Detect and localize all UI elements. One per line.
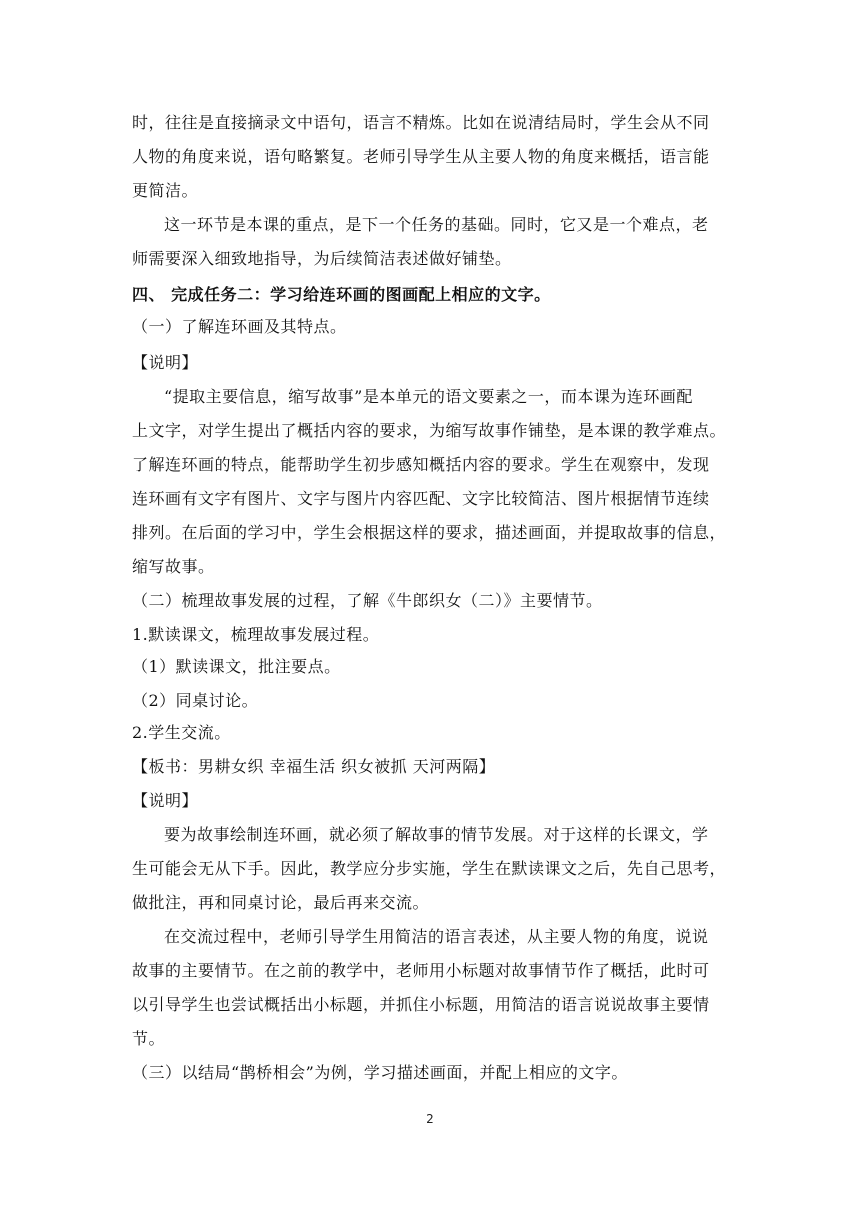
subsection-heading: （一）了解连环画及其特点。 [132, 317, 347, 336]
body-line: 节。 [132, 1029, 166, 1048]
body-line: 连环画有文字有图片、文字与图片内容匹配、文字比较简洁、图片根据情节连续 [132, 489, 710, 508]
body-line: 生可能会无从下手。因此，教学应分步实施，学生在默读课文之后，先自己思考， [132, 859, 727, 878]
body-line: 这一环节是本课的重点，是下一个任务的基础。同时，它又是一个难点，老 [164, 215, 709, 234]
note-label: 【说明】 [132, 353, 199, 372]
body-line: 了解连环画的特点，能帮助学生初步感知概括内容的要求。学生在观察中，发现 [132, 455, 710, 474]
subsection-heading: （二）梳理故事发展的过程，了解《牛郎织女（二）》主要情节。 [132, 591, 603, 610]
body-line: “提取主要信息，缩写故事”是本单元的语文要素之一，而本课为连环画配 [164, 387, 693, 406]
note-label: 【说明】 [132, 791, 199, 810]
body-line: 故事的主要情节。在之前的教学中，老师用小标题对故事情节作了概括，此时可 [132, 961, 710, 980]
body-line: 做批注，再和同桌讨论，最后再来交流。 [132, 893, 430, 912]
page-number: 2 [426, 1112, 434, 1126]
body-line: 要为故事绘制连环画，就必须了解故事的情节发展。对于这样的长课文，学 [164, 825, 709, 844]
body-line: 时，往往是直接摘录文中语句，语言不精炼。比如在说清结局时，学生会从不同 [132, 113, 710, 132]
body-line: 以引导学生也尝试概括出小标题，并抓住小标题，用简洁的语言说说故事主要情 [132, 995, 710, 1014]
body-line: 师需要深入细致地指导，为后续简洁表述做好铺垫。 [132, 249, 512, 268]
step-line: 1.默读课文，梳理故事发展过程。 [132, 625, 380, 644]
body-line: 更简洁。 [132, 181, 199, 200]
step-line: （1）默读课文，批注要点。 [132, 657, 341, 676]
body-line: 人物的角度来说，语句略繁复。老师引导学生从主要人物的角度来概括，语言能 [132, 147, 710, 166]
blackboard-note: 【板书：男耕女织 幸福生活 织女被抓 天河两隔】 [132, 757, 496, 776]
step-line: （2）同桌讨论。 [132, 691, 259, 710]
body-line: 排列。在后面的学习中，学生会根据这样的要求，描述画面，并提取故事的信息， [132, 523, 727, 542]
section-heading: 四、 完成任务二：学习给连环画的图画配上相应的文字。 [132, 285, 551, 304]
step-line: 2.学生交流。 [132, 723, 231, 742]
body-line: 在交流过程中，老师引导学生用简洁的语言表述，从主要人物的角度，说说 [164, 927, 709, 946]
body-line: 缩写故事。 [132, 557, 215, 576]
body-line: 上文字，对学生提出了概括内容的要求，为缩写故事作铺垫，是本课的教学难点。 [132, 421, 727, 440]
subsection-heading: （三）以结局“鹊桥相会”为例，学习描述画面，并配上相应的文字。 [132, 1063, 628, 1082]
